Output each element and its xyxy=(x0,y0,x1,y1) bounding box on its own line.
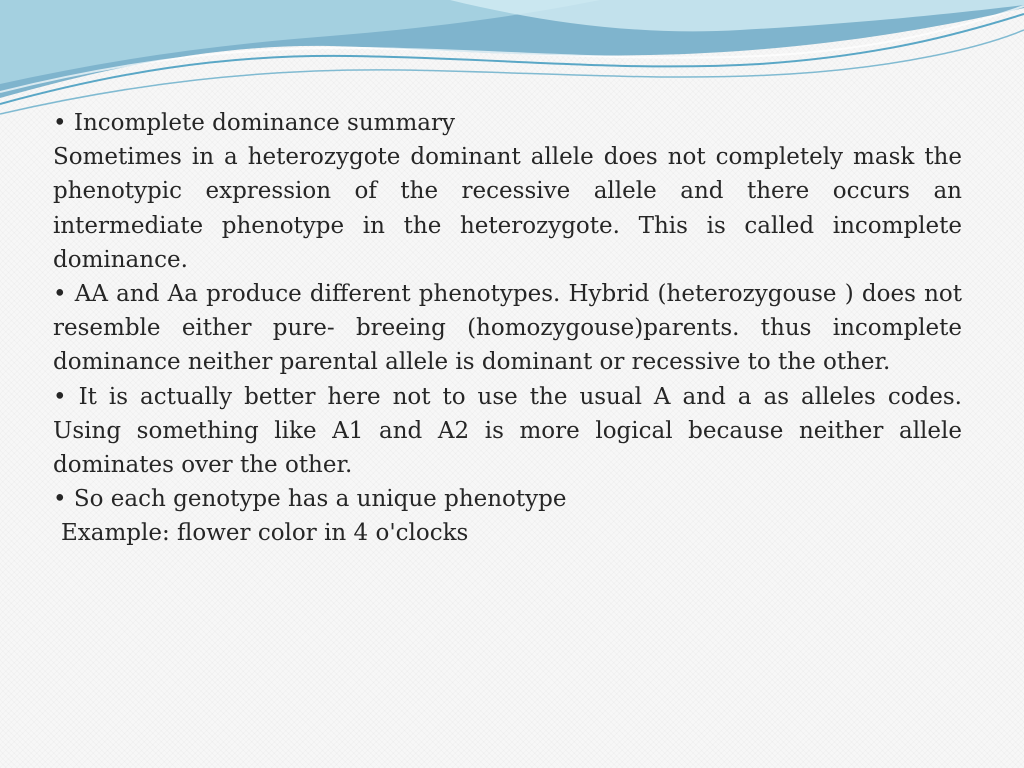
bullet-unique-phenotype: • So each genotype has a unique phenotype xyxy=(53,486,567,513)
example-line: Example: flower color in 4 o'clocks xyxy=(61,520,469,547)
definition-paragraph: Sometimes in a heterozygote dominant allele does not completely mask the phenotypic expression of the recessive allele and there occurs an intermediate phenotype in the heterozygote. This is called incomplete dominance. xyxy=(53,144,962,273)
bullet-allele-codes: • It is actually better here not to use the usual A and a as alleles codes. Using something like A1 and A2 is more logical because neither allele dominates over the other. xyxy=(53,383,962,479)
bullet-phenotypes: • AA and Aa produce different phenotypes. Hybrid (heterozygouse ) does not resemble either pure- breeing (homozygouse)parents. thus incomplete dominance neither parental allele is dominant or recessive to the other. xyxy=(53,281,962,376)
header-wave-decoration xyxy=(0,0,1024,120)
slide-body xyxy=(53,106,962,551)
slide-heading: • Incomplete dominance summary xyxy=(53,110,455,136)
